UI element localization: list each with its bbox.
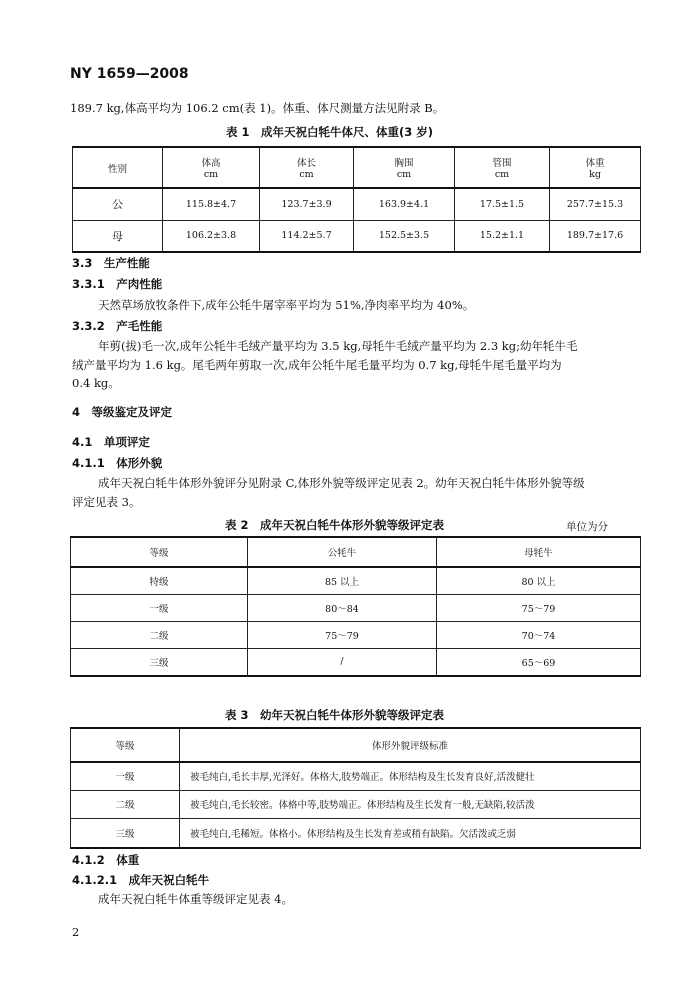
para-3-3-2-line3: 0.4 kg。 [72,376,120,390]
table-row: 三级 / 65～69 [71,648,641,676]
table-row: 公 115.8±4.7 123.7±3.9 163.9±4.1 17.5±1.5 257.7±15.3 [73,188,641,220]
section-3-3-1: 3.3.1 产肉性能 [72,277,163,291]
t2-header-cell: 母牦牛 [437,537,641,567]
standard-header: NY 1659—2008 [70,66,189,82]
section-4-1: 4.1 单项评定 [72,435,150,449]
table1-caption: 表 1 成年天祝白牦牛体尺、体重(3 岁) [226,125,434,139]
para-3-3-2-line1: 年剪(拔)毛一次,成年公牦牛毛绒产量平均为 3.5 kg,母牦牛毛绒产量平均为 2.3 kg;幼年牦牛毛 [98,339,578,353]
t1-header-cell: 管围 cm [455,147,550,188]
table3 [70,727,641,849]
section-4: 4 等级鉴定及评定 [72,405,173,419]
table-row: 一级 被毛纯白,毛长丰厚,光泽好。体格大,肢势端正。体形结构及生长发育良好,活泼健壮 [71,762,641,790]
intro-text: 189.7 kg,体高平均为 106.2 cm(表 1)。体重、体尺测量方法见附录 B。 [70,101,445,115]
table-row: 特级 85 以上 80 以上 [71,567,641,594]
para-4-1-1-line1: 成年天祝白牦牛体形外貌评分见附录 C,体形外貌等级评定见表 2。幼年天祝白牦牛体形外貌等级 [98,476,585,490]
section-3-3-2: 3.3.2 产毛性能 [72,319,163,333]
table-row: 三级 被毛纯白,毛稀短。体格小。体形结构及生长发育差或稍有缺陷。欠活泼或乏弱 [71,818,641,848]
section-4-1-2: 4.1.2 体重 [72,853,140,867]
table2-caption: 表 2 成年天祝白牦牛体形外貌等级评定表 [225,518,445,532]
table2-unit: 单位为分 [566,521,608,533]
table-row: 一级 80～84 75～79 [71,594,641,621]
para-3-3-1: 天然草场放牧条件下,成年公牦牛屠宰率平均为 51%,净肉率平均为 40%。 [98,298,475,312]
section-4-1-1: 4.1.1 体形外貌 [72,456,163,470]
table-row: 母 106.2±3.8 114.2±5.7 152.5±3.5 15.2±1.1 189.7±17.6 [73,220,641,252]
t3-header-cell: 体形外貌评级标准 [180,728,641,762]
table1 [72,146,641,253]
para-4-1-2-1: 成年天祝白牦牛体重等级评定见表 4。 [98,892,293,906]
t1-header-cell: 胸围 cm [354,147,455,188]
table-row: 二级 75～79 70～74 [71,621,641,648]
t1-header-cell: 体长 cm [260,147,354,188]
table3-caption: 表 3 幼年天祝白牦牛体形外貌等级评定表 [225,708,445,722]
t1-header-cell: 性别 [73,147,163,188]
para-4-1-1-line2: 评定见表 3。 [72,495,141,509]
table-row: 二级 被毛纯白,毛长较密。体格中等,肢势端正。体形结构及生长发育一般,无缺陷,较活泼 [71,790,641,818]
para-3-3-2-line2: 绒产量平均为 1.6 kg。尾毛两年剪取一次,成年公牦牛尾毛量平均为 0.7 kg,母牦牛尾毛量平均为 [72,358,562,372]
t2-header-cell: 等级 [71,537,248,567]
section-3-3: 3.3 生产性能 [72,256,150,270]
section-4-1-2-1: 4.1.2.1 成年天祝白牦牛 [72,873,210,887]
t1-header-cell: 体重 kg [550,147,641,188]
t2-header-cell: 公牦牛 [248,537,437,567]
t3-header-cell: 等级 [71,728,180,762]
page-number: 2 [72,925,80,939]
t1-header-cell: 体高 cm [163,147,260,188]
table2 [70,536,641,677]
